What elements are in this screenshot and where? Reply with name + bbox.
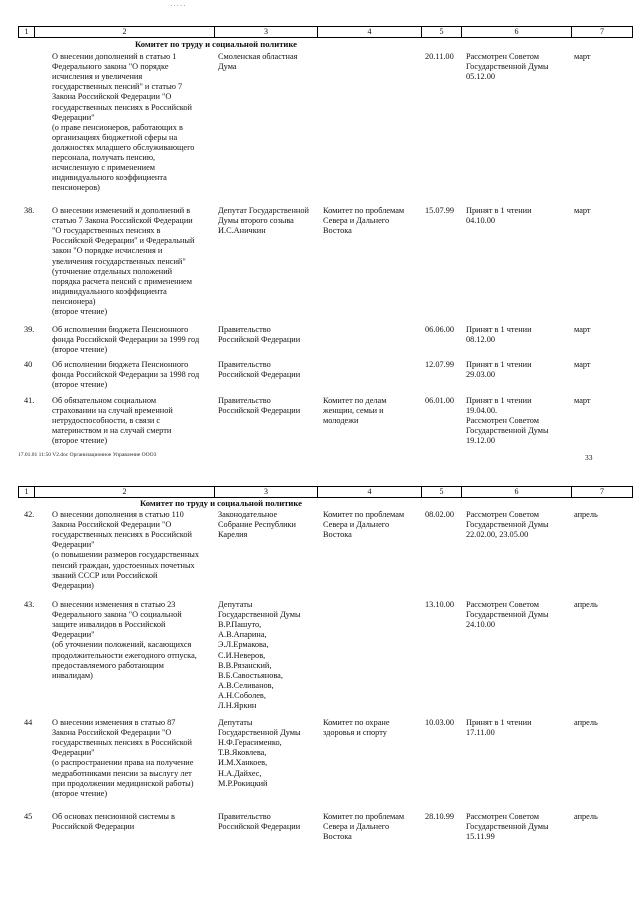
bill-title: Об основах пенсионной системы в Российской Федерации [52,812,175,832]
col-num-1: 1 [19,27,35,38]
initiator: Законодательное Собрание Республики Карелия [218,510,296,540]
status: Рассмотрен Советом Государственной Думы 24.10.00 [466,600,549,630]
month: март [574,396,591,405]
date: 12.07.99 [425,360,455,369]
committee: Комитет по делам женщин, семьи и молодежи [323,396,387,426]
month: март [574,206,591,215]
row-number: 40 [24,360,33,369]
col-num-1: 1 [19,487,35,498]
row-number: 42. [24,510,35,519]
date: 13.10.00 [425,600,455,609]
status: Принят в 1 чтении 08.12.00 [466,325,532,345]
col-num-7: 7 [572,27,633,38]
committee: Комитет по охране здоровья и спорту [323,718,390,738]
bill-title: Об обязательном социальном страховании на случай временной нетрудоспособности, в связи с материнством и на случай смерти (второе чтение) [52,396,173,446]
status: Принят в 1 чтении 19.04.00. Рассмотрен Советом Государственной Думы 19.12.00 [466,396,549,446]
col-num-3: 3 [215,27,318,38]
initiator: Депутат Государственной Думы второго созыва И.С.Аничкин [218,206,309,236]
initiator: Смоленская областная Дума [218,52,298,72]
status: Принят в 1 чтении 17.11.00 [466,718,532,738]
col-num-3: 3 [215,487,318,498]
status: Рассмотрен Советом Государственной Думы 05.12.00 [466,52,549,82]
section-title: Комитет по труду и социальной политике [140,498,302,508]
month: март [574,325,591,334]
col-num-7: 7 [572,487,633,498]
row-number: 39. [24,325,35,334]
col-num-6: 6 [462,27,572,38]
bill-title: О внесении изменений и дополнений в статью 7 Закона Российской Федерации "О государственных пенсиях в Российской Федерации" и Федеральный закон "О порядке исчисления и увеличения государственных пенсий" (уточнение отдельных положений порядка расчета пенсий с применением индивидуального коэффициента пенсионера) (второе чтение) [52,206,195,317]
committee: Комитет по проблемам Севера и Дальнего Востока [323,812,405,842]
initiator: Правительство Российской Федерации [218,396,301,416]
date: 20.11.00 [425,52,454,61]
bill-title: О внесении дополнения в статью 110 Закона Российской Федерации "О государственных пенсиях в Российской Федерации" (о повышении размеров государственных пенсий граждан, удостоенных почетных званий СССР или Российской Федерации) [52,510,200,590]
date: 10.03.00 [425,718,455,727]
col-num-5: 5 [422,487,462,498]
date: 08.02.00 [425,510,455,519]
bill-title: Об исполнении бюджета Пенсионного фонда Российской Федерации за 1998 год (второе чтение) [52,360,200,390]
month: март [574,360,591,369]
bill-title: Об исполнении бюджета Пенсионного фонда Российской Федерации за 1999 год (второе чтение) [52,325,200,355]
month: апрель [574,600,598,609]
page-number: 33 [585,453,593,462]
row-number: 41. [24,396,35,405]
month: апрель [574,718,598,727]
committee: Комитет по проблемам Севера и Дальнего Востока [323,206,405,236]
col-num-2: 2 [35,487,215,498]
row-number: 45 [24,812,33,821]
col-num-4: 4 [318,487,422,498]
status: Принят в 1 чтении 29.03.00 [466,360,532,380]
date: 06.01.00 [425,396,455,405]
date: 28.10.99 [425,812,455,821]
date: 15.07.99 [425,206,455,215]
month: март [574,52,591,61]
row-number: 38. [24,206,35,215]
column-number-header [18,26,633,38]
initiator: Правительство Российской Федерации [218,812,301,832]
date: 06.06.00 [425,325,455,334]
initiator: Правительство Российской Федерации [218,360,301,380]
status: Рассмотрен Советом Государственной Думы 22.02.00, 23.05.00 [466,510,549,540]
column-number-header [18,486,633,498]
initiator: Правительство Российской Федерации [218,325,301,345]
col-num-2: 2 [35,27,215,38]
initiator: Депутаты Государственной Думы Н.Ф.Герасименко, Т.В.Яковлева, И.М.Ханкоев, Н.А.Дайхес, М.Р.Рокицкий [218,718,301,788]
scan-mark: ····· [170,2,187,10]
committee: Комитет по проблемам Севера и Дальнего Востока [323,510,405,540]
section-title: Комитет по труду и социальной политике [135,39,297,49]
row-number: 43. [24,600,35,609]
col-num-5: 5 [422,27,462,38]
bill-title: О внесении дополнений в статью 1 Федерального закона "О порядке исчисления и увеличения государственных пенсий" и статью 7 Закона Российской Федерации "О государственных пенсиях в Российской Федерации" (о праве пенсионеров, работающих в организациях бюджетной сферы на должностях младшего обслуживающего персонала, получать пенсию, исчисленную с применением индивидуального коэффициента пенсионеров) [52,52,195,193]
col-num-6: 6 [462,487,572,498]
page-footer: 17.01.01 11:50 V2.doc Организационное Управление ООО3 [18,452,157,458]
month: апрель [574,812,598,821]
month: апрель [574,510,598,519]
status: Принят в 1 чтении 04.10.00 [466,206,532,226]
status: Рассмотрен Советом Государственной Думы 15.11.99 [466,812,549,842]
bill-title: О внесении изменения в статью 87 Закона Российской Федерации "О государственных пенсиях в Российской Федерации" (о распространении права на получение медработниками пенсии за выслугу лет при продолжении медицинской работы) (второе чтение) [52,718,194,798]
row-number: 44 [24,718,33,727]
bill-title: О внесении изменения в статью 23 Федерального закона "О социальной защите инвалидов в Российской Федерации" (об уточнении положений, касающихся продолжительности ежегодного отпуска, предоставляемого работающим инвалидам) [52,600,197,680]
col-num-4: 4 [318,27,422,38]
initiator: Депутаты Государственной Думы В.Р.Пашуто, А.В.Апарина, Э.Л.Ермакова, С.И.Неверов, В.В.Рязанский, В.Б.Савостьянова, А.В.Селиванов, А.Н.Соболев, Л.Н.Яркин [218,600,301,711]
